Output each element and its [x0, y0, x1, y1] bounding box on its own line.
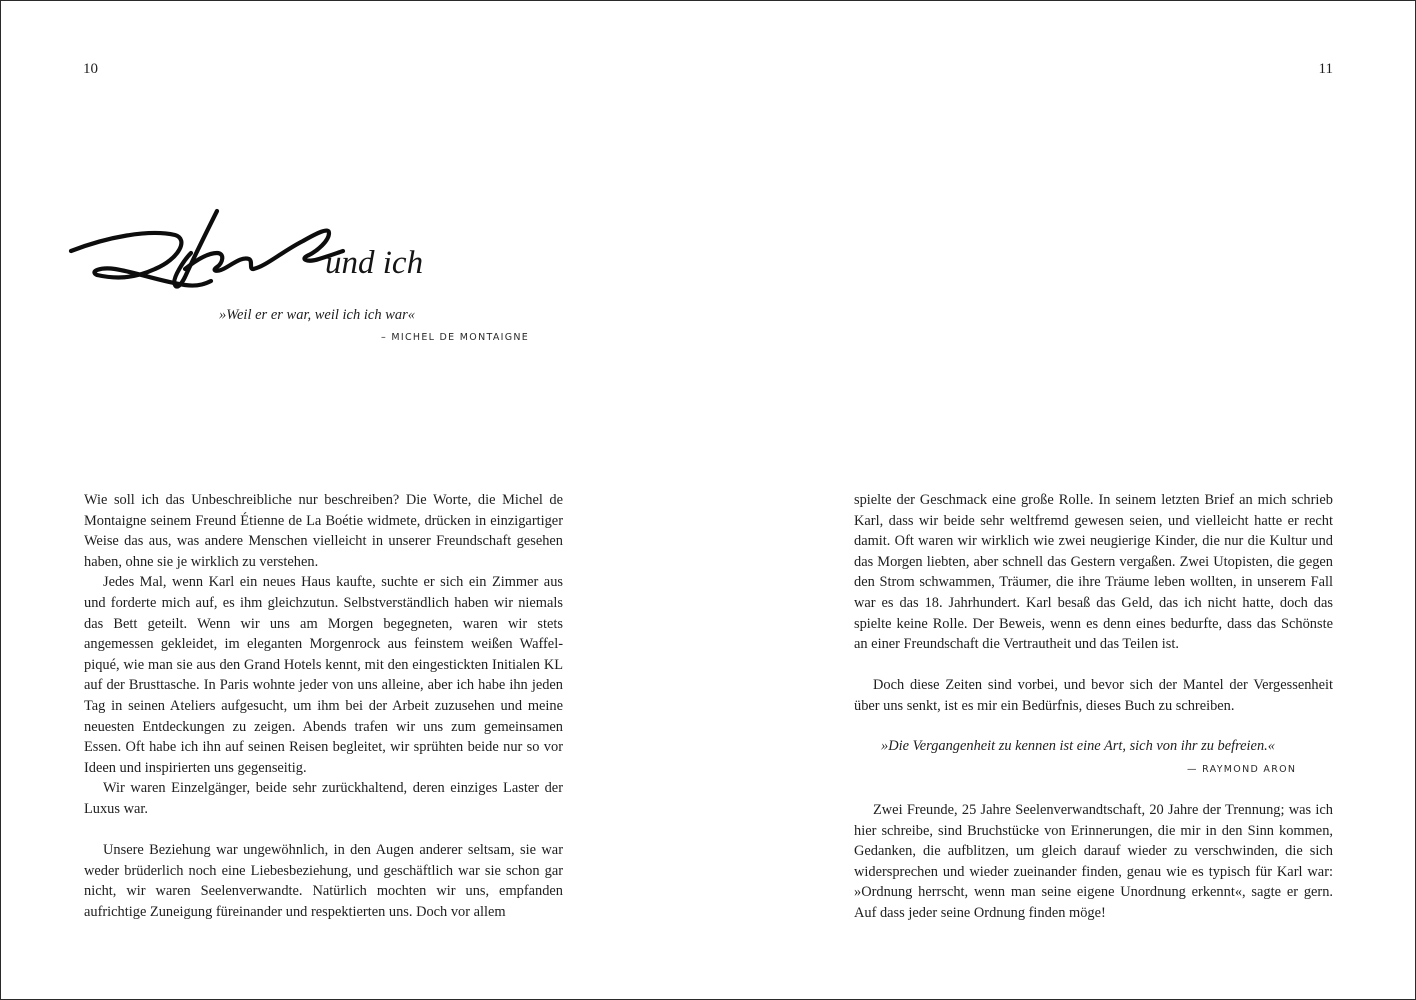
body-paragraph: Jedes Mal, wenn Karl ein neues Haus kaufte, suchte er sich ein Zimmer aus und forderte mich auf, es ihm gleichzutun. Selbstverständlich haben wir niemals das Bett geteilt. Wenn wir uns am Morgen begegneten, waren wir stets angemessen gekleidet, im eleganten Morgenrock aus feinstem weißen Waffelpiqué, wie man sie aus den Grand Hotels kennt, mit den eingestickten Initialen KL auf der Brusttasche. In Paris wohnte jeder von uns alleine, aber ich habe ihn jeden Tag in seinen Ateliers aufgesucht, um ihm bei der Arbeit zuzusehen und meine neuesten Entdeckungen zu zeigen. Abends trafen wir uns zum gemeinsamen Essen. Oft habe ich ihn auf seinen Reisen begleitet, wir sprühten beide nur so vor Ideen und inspirierten uns gegenseitig.: [84, 574, 563, 776]
chapter-title: und ich: [325, 245, 424, 281]
motto-attribution: – MICHEL DE MONTAIGNE: [381, 332, 530, 343]
right-page-body: [854, 490, 1333, 717]
body-paragraph: Unsere Beziehung war ungewöhnlich, in den Augen anderer seltsam, sie war weder brüderlich noch eine Liebesbeziehung, und geschäftlich war sie schon gar nicht, wir waren Seelenverwandte. Natürlich mochten wir uns, empfanden aufrichtige Zuneigung füreinander und respektierten uns. Doch vor allem: [84, 842, 563, 920]
body-paragraph: Wie soll ich das Unbeschreibliche nur beschreiben? Die Worte, die Michel de Montaigne seinem Freund Étienne de La Boétie widmete, drücken in einzigartiger Weise das aus, was andere Menschen vielleicht in unserer Freundschaft gesehen haben, ohne sie je wirklich zu verstehen.: [84, 492, 563, 570]
body-paragraph: Doch diese Zeiten sind vorbei, und bevor sich der Mantel der Vergessenheit über uns senkt, ist es mir ein Bedürfnis, dieses Buch zu schreiben.: [854, 677, 1333, 714]
karl-signature-icon: [67, 201, 347, 301]
motto-quote: »Weil er er war, weil ich ich war«: [219, 307, 416, 323]
right-page-body-continued: [854, 800, 1333, 924]
epigraph-quote: »Die Vergangenheit zu kennen ist eine Art, sich von ihr zu befreien.«: [881, 738, 1275, 754]
body-paragraph: Zwei Freunde, 25 Jahre Seelenverwandtschaft, 20 Jahre der Trennung; was ich hier schreibe, sind Bruchstücke von Erinnerungen, die mir in den Sinn kommen, Gedanken, die aufblitzen, um gleich darauf wieder zu verschwinden, die sich widersprechen und wieder zueinander finden, genau wie es typisch für Karl war: »Ordnung herrscht, wenn man seine eigene Unordnung erkennt«, sagte er gern. Auf dass jeder seine Ordnung finden möge!: [854, 802, 1333, 921]
left-page-body: [84, 490, 563, 922]
page-number-right: 11: [1318, 61, 1333, 77]
body-paragraph: Wir waren Einzelgänger, beide sehr zurückhaltend, deren einziges Laster der Luxus war.: [84, 780, 563, 817]
body-paragraph: spielte der Geschmack eine große Rolle. In seinem letzten Brief an mich schrieb Karl, dass wir beide sehr weltfremd gewesen seien, und vielleicht hatte er recht damit. Oft waren wir wirklich wie zwei neugierige Kinder, die nur die Kultur und das Morgen liebten, aber schnell das Gestern vergaßen. Zwei Utopisten, die gegen den Strom schwammen, Träumer, die ihre Träume leben wollten, in unserem Fall war es das 18. Jahrhundert. Karl besaß das Geld, das ich nicht hatte, doch das spielte keine Rolle. Der Beweis, wenn es denn eines bedurfte, dass das Schönste an einer Freundschaft die Vertrautheit und das Teilen ist.: [854, 492, 1333, 653]
page-number-left: 10: [83, 61, 98, 77]
epigraph-attribution: — RAYMOND ARON: [1187, 764, 1297, 775]
